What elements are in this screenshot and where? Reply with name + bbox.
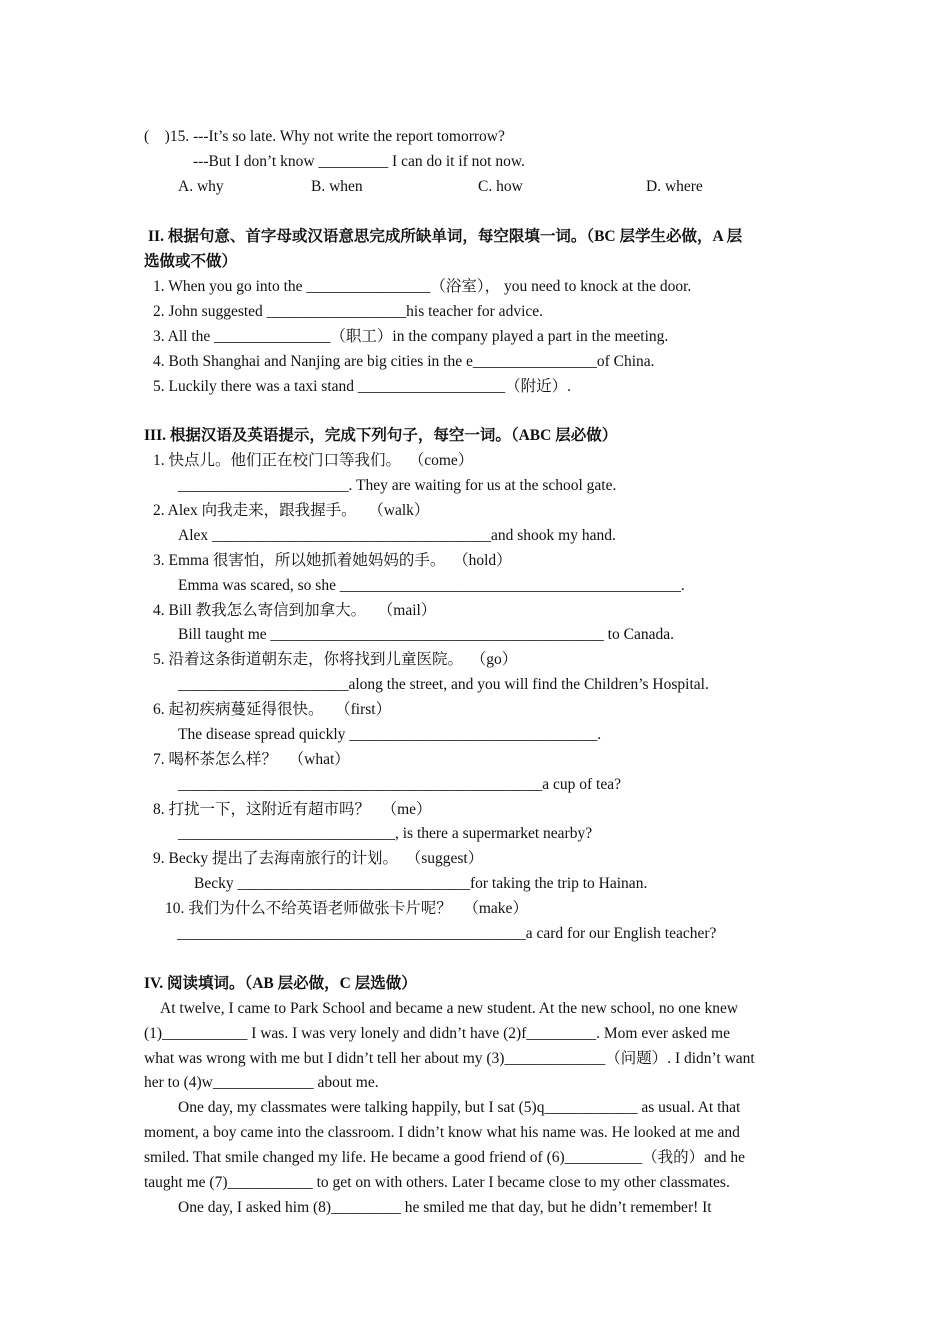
passage-line-1: At twelve, I came to Park School and became a new student. At the new school, no one knew xyxy=(160,1000,739,1017)
passage-line-9: One day, I asked him (8)_________ he smiled me that day, but he didn’t remember! It xyxy=(178,1199,712,1216)
passage-line-8: taught me (7)___________ to get on with others. Later I became close to my other classmates. xyxy=(144,1174,730,1191)
section-4-heading: IV. 阅读填词。（AB 层必做，C 层选做） xyxy=(144,975,417,992)
passage-line-2: (1)___________ I was. I was very lonely and didn’t have (2)f_________. Mom ever asked me xyxy=(144,1025,730,1042)
section-3-item-8-cn: 8. 打扰一下，这附近有超市吗？ （me） xyxy=(153,801,432,818)
section-2-item-2: 2. John suggested __________________his teacher for advice. xyxy=(153,303,544,320)
section-3-item-6-en: The disease spread quickly ________________________________. xyxy=(178,726,602,743)
section-3-item-3-cn: 3. Emma 很害怕，所以她抓着她妈妈的手。 （hold） xyxy=(153,552,512,569)
passage-line-4: her to (4)w_____________ about me. xyxy=(144,1074,379,1091)
passage-line-7: smiled. That smile changed my life. He became a good friend of (6)__________（我的）and he xyxy=(144,1149,746,1166)
passage-line-3: what was wrong with me but I didn’t tell her about my (3)_____________（问题）. I didn’t want xyxy=(144,1050,755,1067)
section-2-item-4: 4. Both Shanghai and Nanjing are big cities in the e________________of China. xyxy=(153,353,655,370)
section-3-heading: III. 根据汉语及英语提示，完成下列句子，每空一词。（ABC 层必做） xyxy=(144,427,618,444)
section-3-item-2-en: Alex ____________________________________and shook my hand. xyxy=(178,527,616,544)
section-3-item-10-en: _____________________________________________a card for our English teacher? xyxy=(177,925,717,942)
section-2-heading: II. 根据句意、首字母或汉语意思完成所缺单词，每空限填一词。（BC 层学生必做，A 层 xyxy=(148,228,743,245)
option-c: C. how xyxy=(478,178,523,195)
section-3-item-1-cn: 1. 快点儿。他们正在校门口等我们。 （come） xyxy=(153,452,474,469)
section-2-item-5: 5. Luckily there was a taxi stand ___________________（附近）. xyxy=(153,378,572,395)
passage-line-5: One day, my classmates were talking happily, but I sat (5)q____________ as usual. At that xyxy=(178,1099,741,1116)
section-3-item-5-cn: 5. 沿着这条街道朝东走，你将找到儿童医院。 （go） xyxy=(153,651,518,668)
option-b: B. when xyxy=(311,178,363,195)
section-2-item-1: 1. When you go into the ________________（浴室）， you need to knock at the door. xyxy=(153,278,692,295)
option-d: D. where xyxy=(646,178,703,195)
section-3-item-8-en: ____________________________, is there a supermarket nearby? xyxy=(178,825,593,842)
section-2-heading-cont: 选做或不做） xyxy=(144,253,238,270)
section-3-item-4-cn: 4. Bill 教我怎么寄信到加拿大。 （mail） xyxy=(153,602,437,619)
section-3-item-9-cn: 9. Becky 提出了去海南旅行的计划。 （suggest） xyxy=(153,850,484,867)
section-3-item-3-en: Emma was scared, so she ____________________________________________. xyxy=(178,577,685,594)
section-3-item-10-cn: 10. 我们为什么不给英语老师做张卡片呢？ （make） xyxy=(165,900,528,917)
option-a: A. why xyxy=(178,178,224,195)
question-15-stem: ( )15. ---It’s so late. Why not write the report tomorrow? xyxy=(144,128,505,145)
section-3-item-9-en: Becky ______________________________for taking the trip to Hainan. xyxy=(194,875,648,892)
passage-line-6: moment, a boy came into the classroom. I didn’t know what his name was. He looked at me and xyxy=(144,1124,740,1141)
section-3-item-2-cn: 2. Alex 向我走来，跟我握手。 （walk） xyxy=(153,502,430,519)
section-3-item-4-en: Bill taught me ___________________________________________ to Canada. xyxy=(178,626,674,643)
question-15-reply: ---But I don’t know _________ I can do it if not now. xyxy=(193,153,525,170)
section-3-item-7-en: _______________________________________________a cup of tea? xyxy=(178,776,621,793)
section-2-item-3: 3. All the _______________（职工）in the company played a part in the meeting. xyxy=(153,328,669,345)
section-3-item-6-cn: 6. 起初疾病蔓延得很快。 （first） xyxy=(153,701,392,718)
section-3-item-5-en: ______________________along the street, and you will find the Children’s Hospital. xyxy=(178,676,709,693)
section-3-item-7-cn: 7. 喝杯茶怎么样？ （what） xyxy=(153,751,350,768)
section-3-item-1-en: ______________________. They are waiting for us at the school gate. xyxy=(178,477,617,494)
